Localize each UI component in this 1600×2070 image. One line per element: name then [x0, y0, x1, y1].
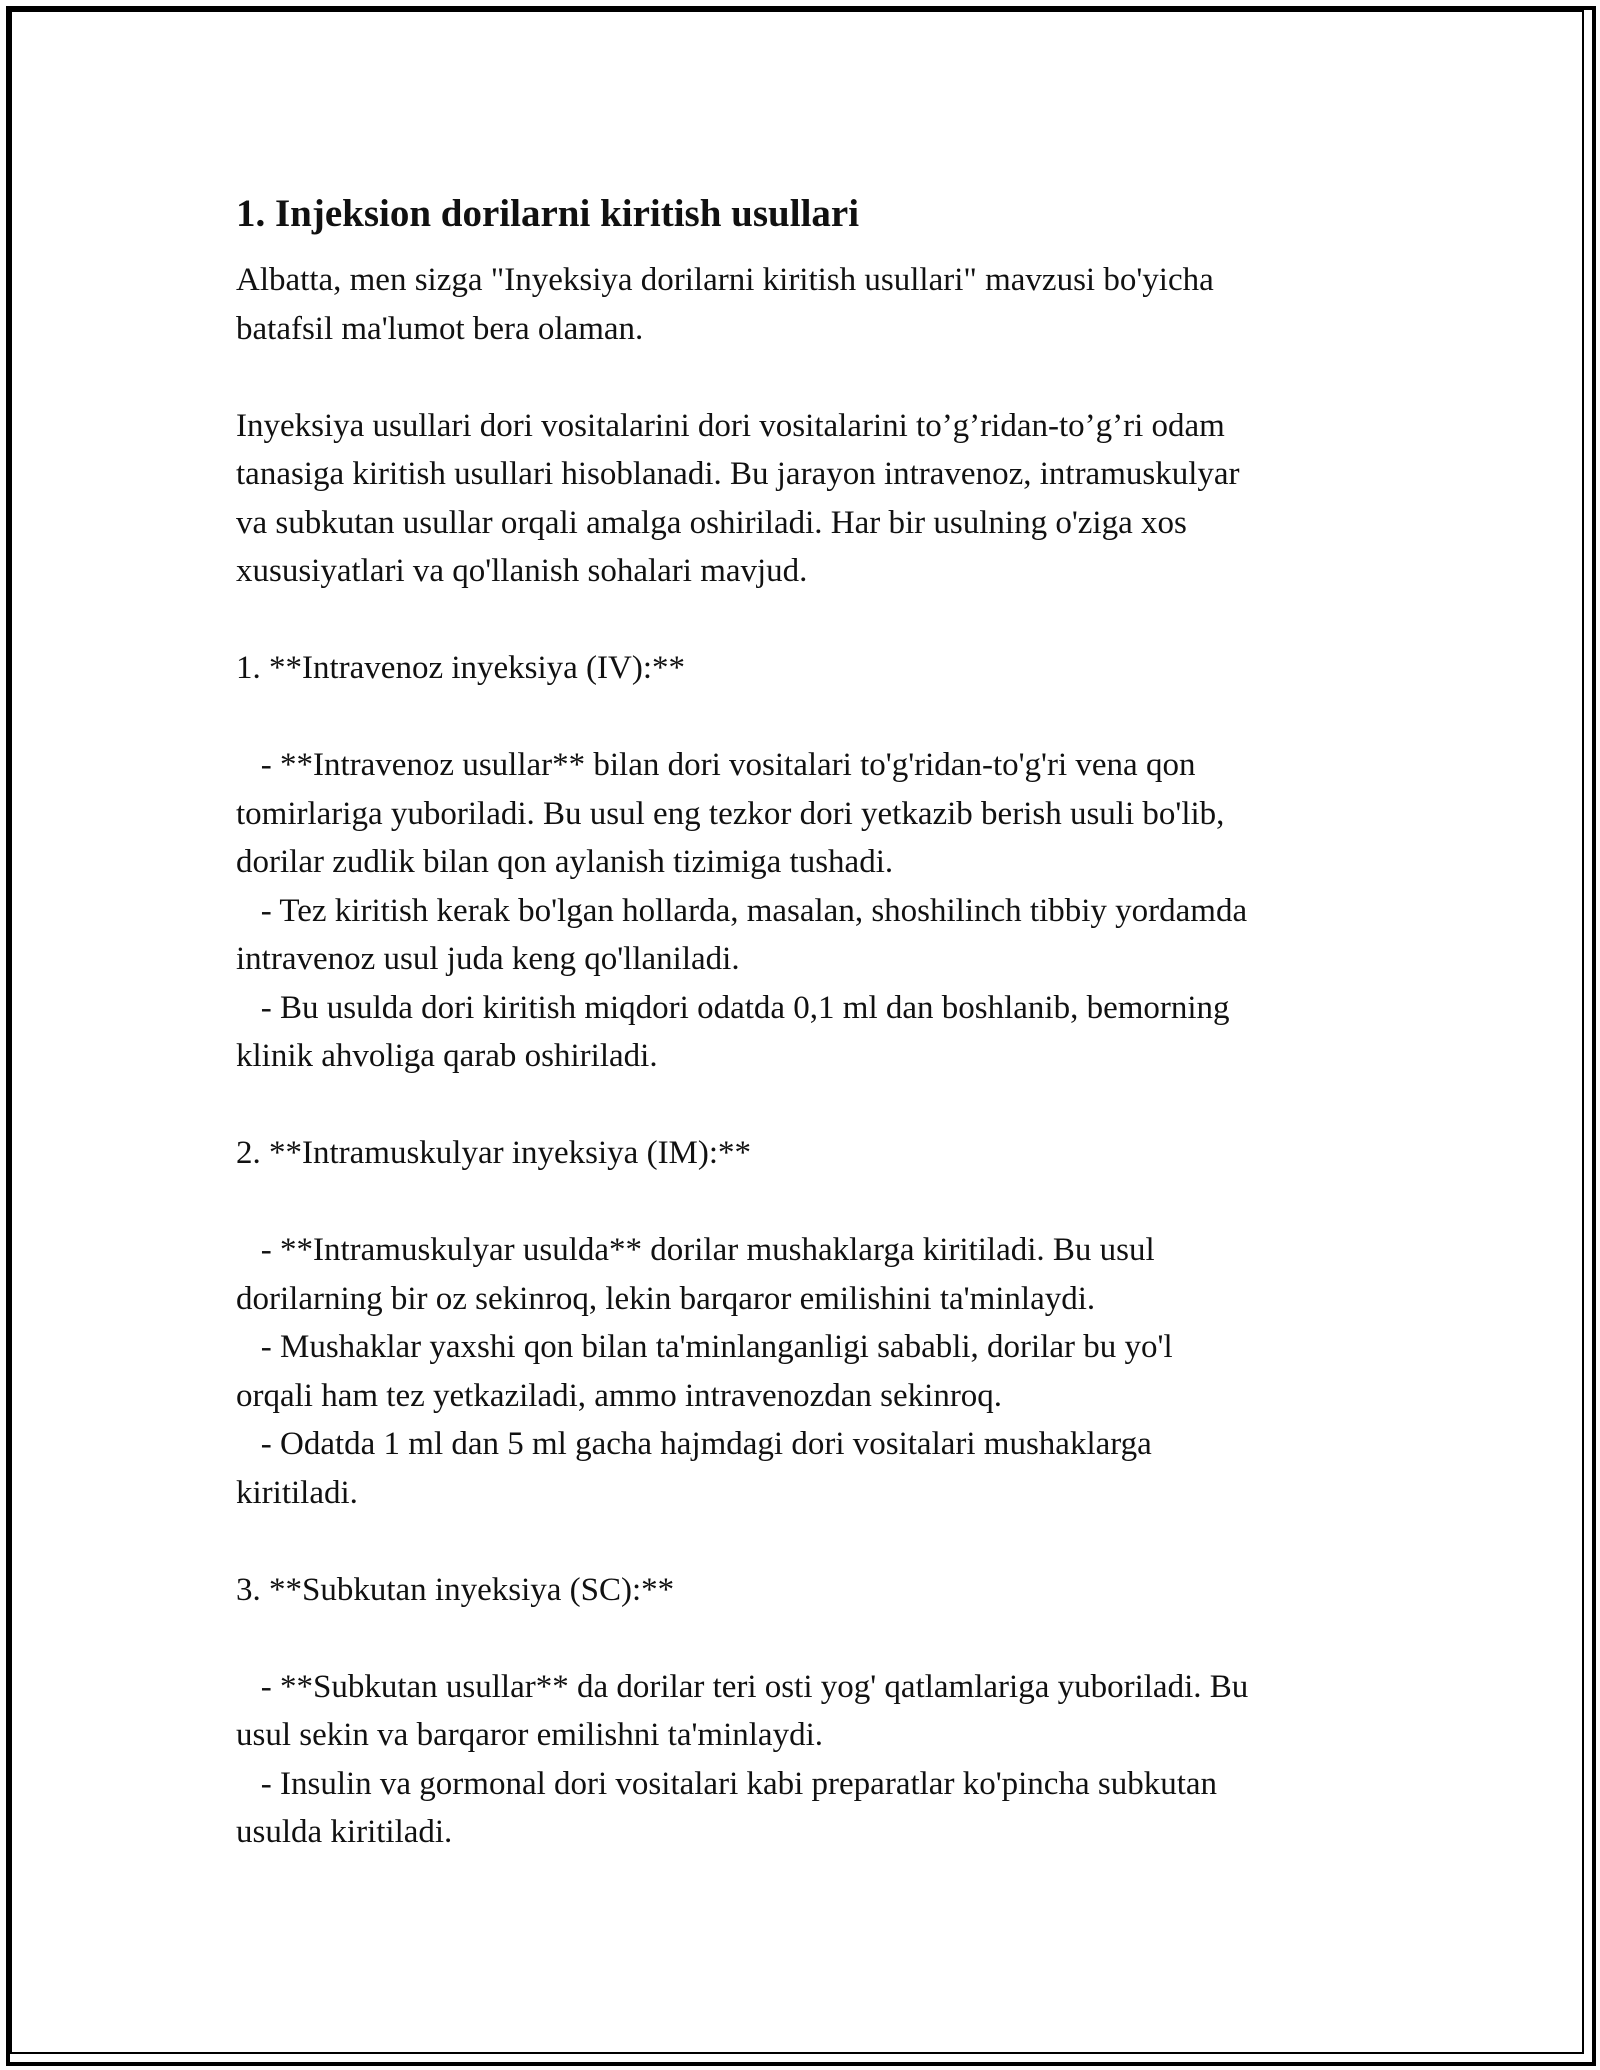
- text-line: usul sekin va barqaror emilishni ta'minlaydi.: [236, 1717, 823, 1753]
- document-body: [236, 188, 1386, 1857]
- text-line: batafsil ma'lumot bera olaman.: [236, 310, 644, 347]
- text-line: tanasiga kiritish usullari hisoblanadi. Bu jarayon intravenoz, intramuskulyar: [236, 456, 1240, 492]
- text-line: Inyeksiya usullari dori vositalarini dori vositalarini to’g’ridan-to’g’ri odam: [236, 407, 1225, 444]
- text-line: - **Intramuskulyar usulda** dorilar mushaklarga kiritiladi. Bu usul: [236, 1232, 1155, 1268]
- blank-line: [236, 1081, 1386, 1130]
- blank-line: [236, 693, 1386, 742]
- document-title: 1. Injeksion dorilarni kiritish usullari: [236, 192, 860, 235]
- blank-line: [236, 596, 1386, 645]
- text-line: - Bu usulda dori kiritish miqdori odatda 0,1 ml dan boshlanib, bemorning: [236, 989, 1230, 1026]
- text-line: Albatta, men sizga "Inyeksiya dorilarni kiritish usullari" mavzusi bo'yicha: [236, 262, 1214, 298]
- text-line: dorilar zudlik bilan qon aylanish tizimiga tushadi.: [236, 844, 894, 880]
- blank-line: [236, 1614, 1386, 1663]
- blank-line: [236, 1517, 1386, 1566]
- text-line: tomirlariga yuboriladi. Bu usul eng tezkor dori yetkazib berish usuli bo'lib,: [236, 795, 1225, 832]
- text-line: - **Intravenoz usullar** bilan dori vositalari to'g'ridan-to'g'ri vena qon: [236, 747, 1196, 783]
- text-line: 1. **Intravenoz inyeksiya (IV):**: [236, 650, 686, 686]
- blank-line: [236, 1178, 1386, 1227]
- text-line: kiritiladi.: [236, 1474, 358, 1511]
- text-line: 3. **Subkutan inyeksiya (SC):**: [236, 1571, 675, 1608]
- text-line: - Mushaklar yaxshi qon bilan ta'minlanganligi sababli, dorilar bu yo'l: [236, 1329, 1173, 1365]
- blank-line: [236, 353, 1386, 402]
- text-line: orqali ham tez yetkaziladi, ammo intravenozdan sekinroq.: [236, 1377, 1003, 1414]
- text-line: - Insulin va gormonal dori vositalari kabi preparatlar ko'pincha subkutan: [236, 1765, 1218, 1802]
- text-line: xususiyatlari va qo'llanish sohalari mavjud.: [236, 553, 808, 589]
- text-line: klinik ahvoliga qarab oshiriladi.: [236, 1038, 658, 1074]
- text-line: va subkutan usullar orqali amalga oshiriladi. Har bir usulning o'ziga xos: [236, 504, 1187, 541]
- text-line: intravenoz usul juda keng qo'llaniladi.: [236, 941, 740, 977]
- text-line: 2. **Intramuskulyar inyeksiya (IM):**: [236, 1135, 752, 1171]
- text-line: dorilarning bir oz sekinroq, lekin barqaror emilishini ta'minlaydi.: [236, 1280, 1096, 1317]
- text-line: - Tez kiritish kerak bo'lgan hollarda, masalan, shoshilinch tibbiy yordamda: [236, 892, 1248, 929]
- text-line: - Odatda 1 ml dan 5 ml gacha hajmdagi dori vositalari mushaklarga: [236, 1426, 1152, 1462]
- text-line: usulda kiritiladi.: [236, 1814, 453, 1850]
- text-line: - **Subkutan usullar** da dorilar teri osti yog' qatlamlariga yuboriladi. Bu: [236, 1668, 1249, 1705]
- document-text: [236, 256, 1386, 1857]
